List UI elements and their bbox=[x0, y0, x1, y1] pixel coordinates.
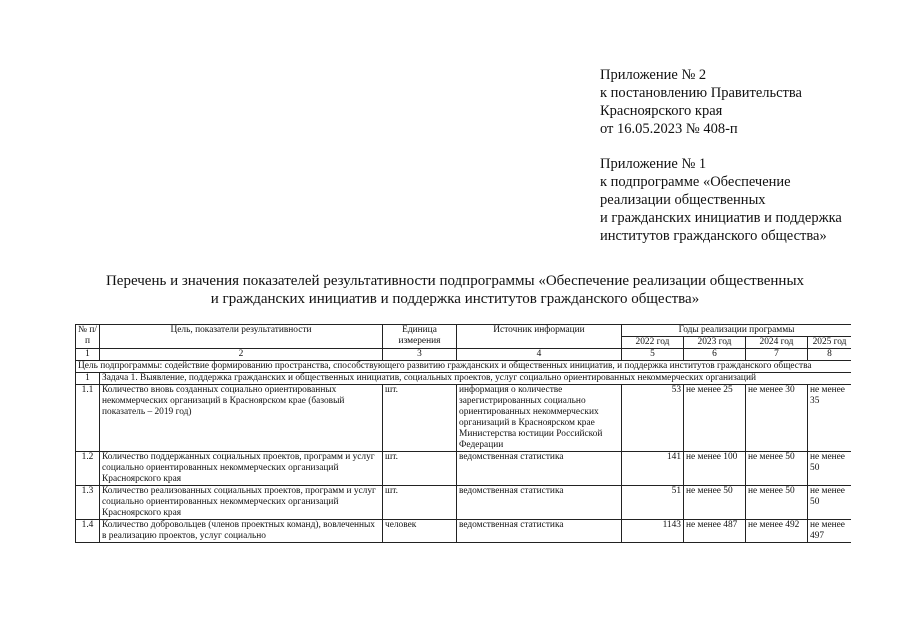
goal-text: Цель подпрограммы: содействие формированию пространства, способствующего развитию гражданских и общественных инициатив, и поддержка институтов гражданского общества bbox=[76, 361, 852, 373]
header-source: Источник информации bbox=[457, 325, 622, 349]
row-2023: не менее 487 bbox=[684, 520, 746, 543]
row-unit: шт. bbox=[383, 385, 457, 452]
appendix-2-line: к постановлению Правительства bbox=[600, 85, 802, 101]
header-2025: 2025 год bbox=[808, 337, 852, 349]
task-text: Задача 1. Выявление, поддержка гражданских и общественных инициатив, социальных проектов, услуг социально ориентированных некоммерческих организаций bbox=[100, 373, 852, 385]
table-row bbox=[76, 385, 852, 452]
appendix-1-header bbox=[600, 155, 842, 245]
row-source: ведомственная статистика bbox=[457, 520, 622, 543]
appendix-2-date: от 16.05.2023 № 408-п bbox=[600, 121, 738, 137]
row-2024: не менее 30 bbox=[746, 385, 808, 452]
indicators-table-wrapper bbox=[75, 324, 851, 582]
row-2022: 53 bbox=[622, 385, 684, 452]
indicators-table bbox=[75, 324, 851, 543]
appendix-1-line: и гражданских инициатив и поддержка bbox=[600, 210, 842, 226]
header-2024: 2024 год bbox=[746, 337, 808, 349]
task-row bbox=[76, 373, 852, 385]
table-row bbox=[76, 520, 852, 543]
row-2023: не менее 100 bbox=[684, 452, 746, 486]
row-2025: не менее 50 bbox=[808, 452, 852, 486]
row-2024: не менее 492 bbox=[746, 520, 808, 543]
table-row bbox=[76, 452, 852, 486]
document-title bbox=[60, 272, 850, 308]
header-goal: Цель, показатели результативности bbox=[100, 325, 383, 349]
task-num: 1 bbox=[76, 373, 100, 385]
header-2023: 2023 год bbox=[684, 337, 746, 349]
row-name: Количество вновь созданных социально ориентированных некоммерческих организаций в Красноярском крае (базовый показатель – 2019 год) bbox=[100, 385, 383, 452]
header-years-group: Годы реализации программы bbox=[622, 325, 852, 337]
appendix-1-title: Приложение № 1 bbox=[600, 156, 707, 172]
row-2022: 1143 bbox=[622, 520, 684, 543]
row-2025: не менее 497 bbox=[808, 520, 852, 543]
row-num: 1.4 bbox=[76, 520, 100, 543]
table-row bbox=[76, 486, 852, 520]
row-unit: человек bbox=[383, 520, 457, 543]
appendix-1-line: к подпрограмме «Обеспечение bbox=[600, 174, 791, 190]
header-unit: Единица измерения bbox=[383, 325, 457, 349]
table-header-row bbox=[76, 325, 852, 337]
appendix-2-line: Красноярского края bbox=[600, 103, 723, 119]
row-num: 1.1 bbox=[76, 385, 100, 452]
row-name: Количество добровольцев (членов проектных команд), вовлеченных в реализацию проектов, услуг социально bbox=[100, 520, 383, 543]
row-name: Количество реализованных социальных проектов, программ и услуг социально ориентированных некоммерческих организаций Красноярского края bbox=[100, 486, 383, 520]
row-2023: не менее 50 bbox=[684, 486, 746, 520]
title-line-1: Перечень и значения показателей результативности подпрограммы «Обеспечение реализации общественных bbox=[105, 273, 805, 289]
appendix-2-header bbox=[600, 66, 802, 138]
col-number: 1 bbox=[76, 349, 100, 361]
col-number: 8 bbox=[808, 349, 852, 361]
row-2024: не менее 50 bbox=[746, 452, 808, 486]
row-source: ведомственная статистика bbox=[457, 452, 622, 486]
row-unit: шт. bbox=[383, 452, 457, 486]
col-number: 6 bbox=[684, 349, 746, 361]
col-number: 4 bbox=[457, 349, 622, 361]
col-number: 7 bbox=[746, 349, 808, 361]
col-number: 2 bbox=[100, 349, 383, 361]
header-2022: 2022 год bbox=[622, 337, 684, 349]
row-unit: шт. bbox=[383, 486, 457, 520]
row-name: Количество поддержанных социальных проектов, программ и услуг социально ориентированных некоммерческих организаций Красноярского края bbox=[100, 452, 383, 486]
row-2023: не менее 25 bbox=[684, 385, 746, 452]
col-number: 3 bbox=[383, 349, 457, 361]
appendix-1-line: институтов гражданского общества» bbox=[600, 228, 827, 244]
header-num: № п/п bbox=[76, 325, 100, 349]
row-2025: не менее 50 bbox=[808, 486, 852, 520]
row-source: ведомственная статистика bbox=[457, 486, 622, 520]
row-source: информация о количестве зарегистрированных социально ориентированных некоммерческих организаций в Красноярском крае Министерства юстиции Российской Федерации bbox=[457, 385, 622, 452]
goal-row bbox=[76, 361, 852, 373]
col-number: 5 bbox=[622, 349, 684, 361]
appendix-1-line: реализации общественных bbox=[600, 192, 766, 208]
row-2022: 51 bbox=[622, 486, 684, 520]
row-num: 1.2 bbox=[76, 452, 100, 486]
column-number-row bbox=[76, 349, 852, 361]
row-2024: не менее 50 bbox=[746, 486, 808, 520]
row-2022: 141 bbox=[622, 452, 684, 486]
appendix-2-title: Приложение № 2 bbox=[600, 67, 707, 83]
row-num: 1.3 bbox=[76, 486, 100, 520]
row-2025: не менее 35 bbox=[808, 385, 852, 452]
title-line-2: и гражданских инициатив и поддержка институтов гражданского общества» bbox=[210, 291, 700, 307]
